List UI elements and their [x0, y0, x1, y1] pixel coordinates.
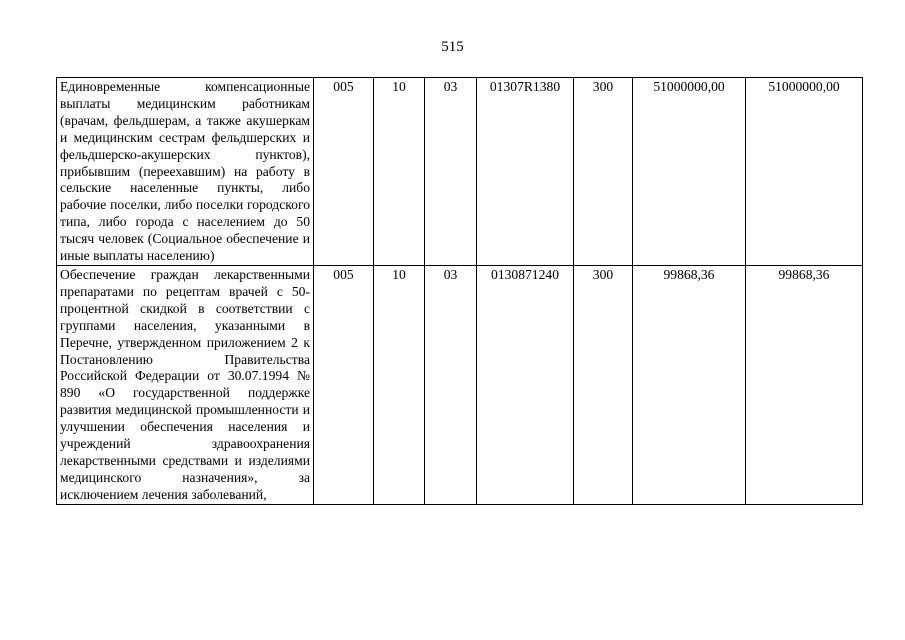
table-row — [57, 78, 863, 266]
expense-type-code: 300 — [574, 265, 633, 504]
section-code: 10 — [374, 265, 425, 504]
page-number: 515 — [441, 39, 464, 55]
budget-table — [56, 77, 863, 505]
row-description: Обеспечение граждан лекарственными препаратами по рецептам врачей с 50-процентной скидкой в соответствии с группами населения, указанными в Перечне, утвержденном приложением 2 к Постановлению Правительства Российской Федерации от 30.07.1994 № 890 «О государственной поддержке развития медицинской промышленности и улучшении обеспечения населения и учреждений здравоохранения лекарственными средствами и изделиями медицинского назначения», за исключением лечения заболеваний, — [57, 265, 314, 504]
expense-type-code: 300 — [574, 78, 633, 266]
subsection-code: 03 — [425, 265, 477, 504]
row-description: Единовременные компенсационные выплаты медицинским работникам (врачам, фельдшерам, а также акушеркам и медицинским сестрам фельдшерских и фельдшерско-акушерских пунктов), прибывшим (переехавшим) на работу в сельские населенные пункты, либо рабочие поселки, либо поселки городского типа, либо города с населением до 50 тысяч человек (Социальное обеспечение и иные выплаты населению) — [57, 78, 314, 266]
amount-1: 51000000,00 — [633, 78, 746, 266]
target-article-code: 01307R1380 — [477, 78, 574, 266]
ministry-code: 005 — [314, 265, 374, 504]
table-row — [57, 265, 863, 504]
target-article-code: 0130871240 — [477, 265, 574, 504]
section-code: 10 — [374, 78, 425, 266]
ministry-code: 005 — [314, 78, 374, 266]
amount-2: 51000000,00 — [746, 78, 863, 266]
subsection-code: 03 — [425, 78, 477, 266]
amount-1: 99868,36 — [633, 265, 746, 504]
amount-2: 99868,36 — [746, 265, 863, 504]
